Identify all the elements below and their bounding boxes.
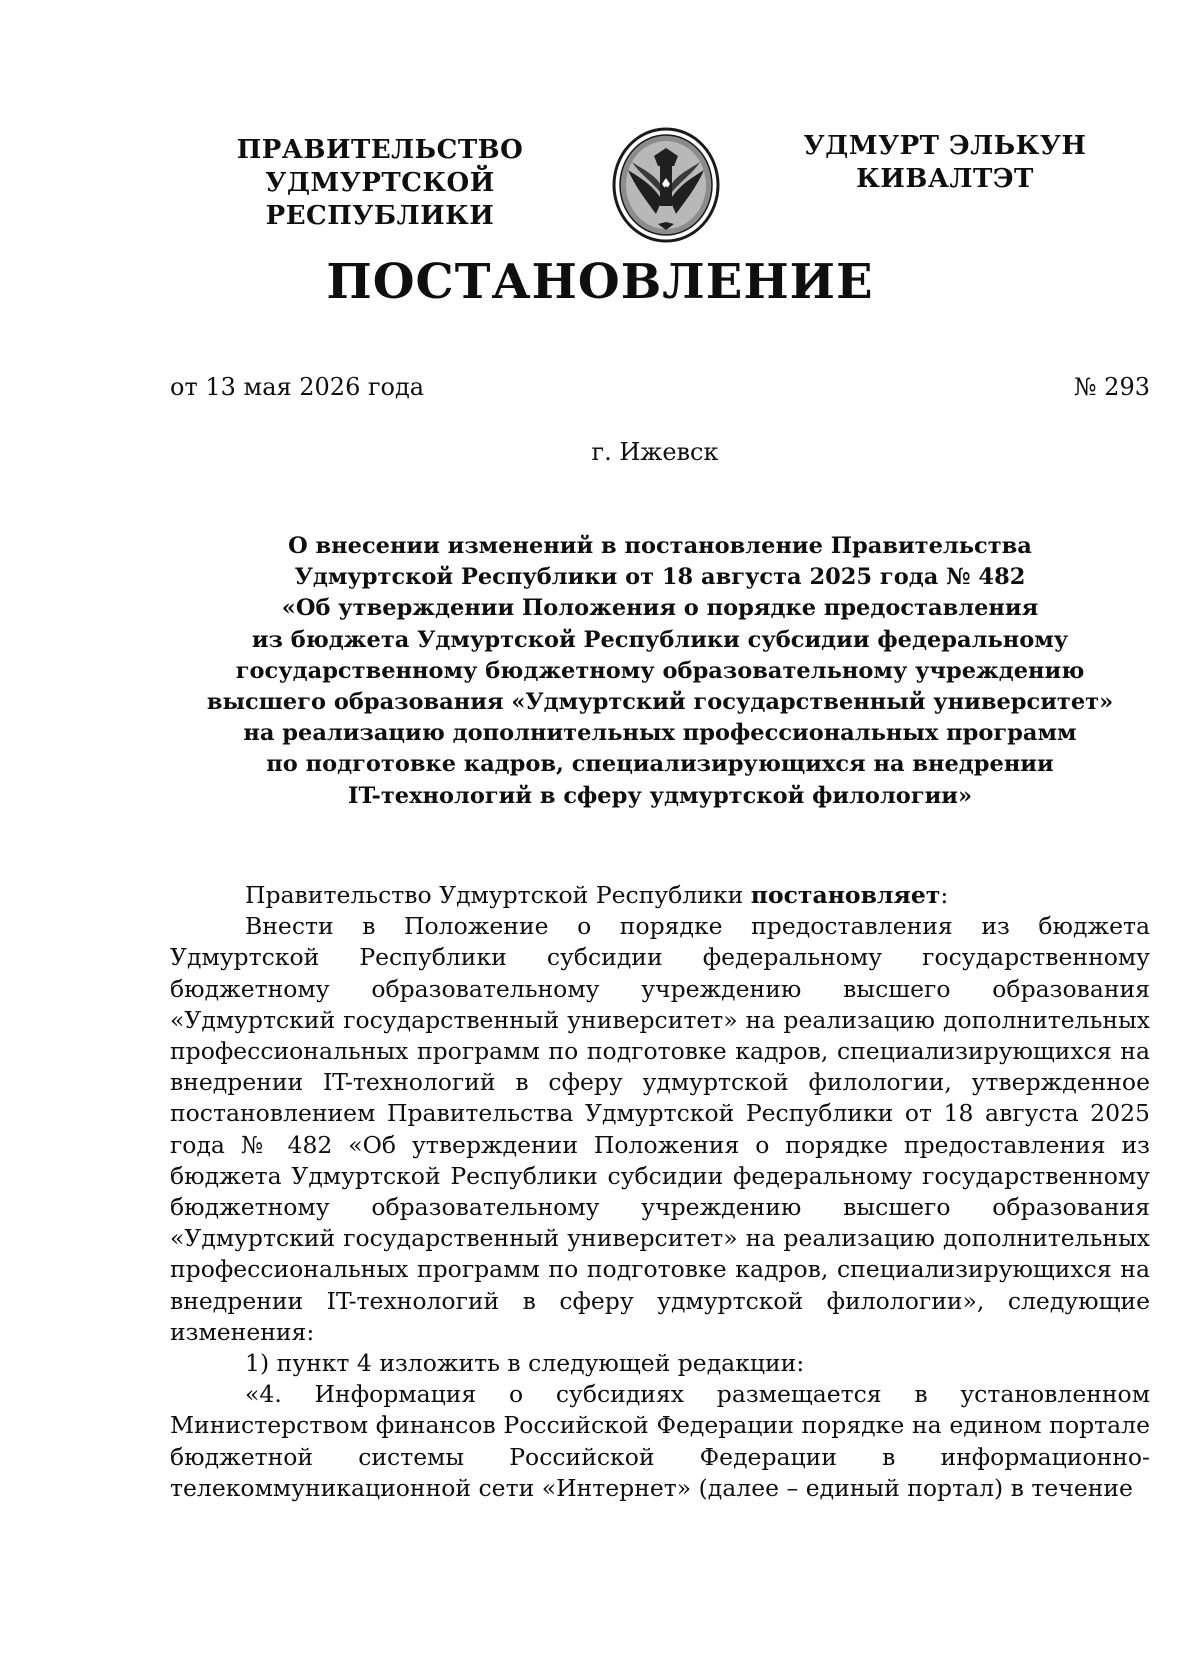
body-paragraph-amendment: Внести в Положение о порядке предоставления из бюджета Удмуртской Республики субсидии федеральному государственному бюджетному образовательному учреждению высшего образования «Удмуртский государственный университет» на реализацию дополнительных профессиональных программ по подготовке кадров, специализирующихся на внедрении IT-технологий в сферу удмуртской филологии, утвержденное постановлением Правительства Удмуртской Республики от 18 августа 2025 года № 482 «Об утверждении Положения о порядке предоставления из бюджета Удмуртской Республики субсидии федеральному государственному бюджетному образовательному учреждению высшего образования «Удмуртский государственный университет» на реализацию дополнительных профессиональных программ по подготовке кадров, специализирующихся на внедрении IT-технологий в сферу удмуртской филологии», следующие изменения: [170,912,1150,1346]
title-line: государственному бюджетному образовательному учреждению [235,657,1085,684]
document-city: г. Ижевск [591,438,719,466]
decree-clause [170,880,1150,911]
document-header [0,126,1200,246]
issuer-name-russian [160,134,600,233]
document-type-heading: ПОСТАНОВЛЕНИЕ [326,254,874,310]
coat-of-arms-emblem [610,126,722,244]
document-body [170,880,1150,1504]
title-line: IT-технологий в сферу удмуртской филологии» [347,782,973,809]
decree-verb: постановляет [750,881,941,909]
document-date: от 13 мая 2026 года [170,373,425,401]
document-title [170,531,1150,812]
decree-intro: Правительство Удмуртской Республики [245,881,751,909]
decree-colon: : [940,881,949,909]
title-line: из бюджета Удмуртской Республики субсидии федеральному [251,626,1069,653]
issuer-russian-line-1: ПРАВИТЕЛЬСТВО [236,135,524,165]
title-line: на реализацию дополнительных профессиональных программ [243,720,1077,747]
title-line: высшего образования «Удмуртский государственный университет» [206,689,1114,716]
title-line: по подготовке кадров, специализирующихся на внедрении [266,751,1054,778]
document-meta-row [170,373,1150,407]
issuer-udmurt-line-2: КИВАЛТЭТ [856,164,1034,194]
title-line: «Об утверждении Положения о порядке предоставления [281,595,1039,622]
document-number: № 293 [1073,373,1150,401]
issuer-name-udmurt [790,130,1100,196]
title-line: Удмуртской Республики от 18 августа 2025 года № 482 [294,564,1026,591]
issuer-russian-line-2: УДМУРТСКОЙ РЕСПУБЛИКИ [265,168,495,231]
body-item-1: 1) пункт 4 изложить в следующей редакции: [245,1349,805,1378]
title-line: О внесении изменений в постановление Правительства [288,533,1032,559]
body-item-1-text: «4. Информация о субсидиях размещается в установленном Министерством финансов Российской Федерации порядке на едином портале бюджетной системы Российской Федерации в информационно-телекоммуникационной сети «Интернет» (далее – единый портал) в течение [170,1380,1150,1502]
issuer-udmurt-line-1: УДМУРТ ЭЛЬКУН [803,131,1087,161]
